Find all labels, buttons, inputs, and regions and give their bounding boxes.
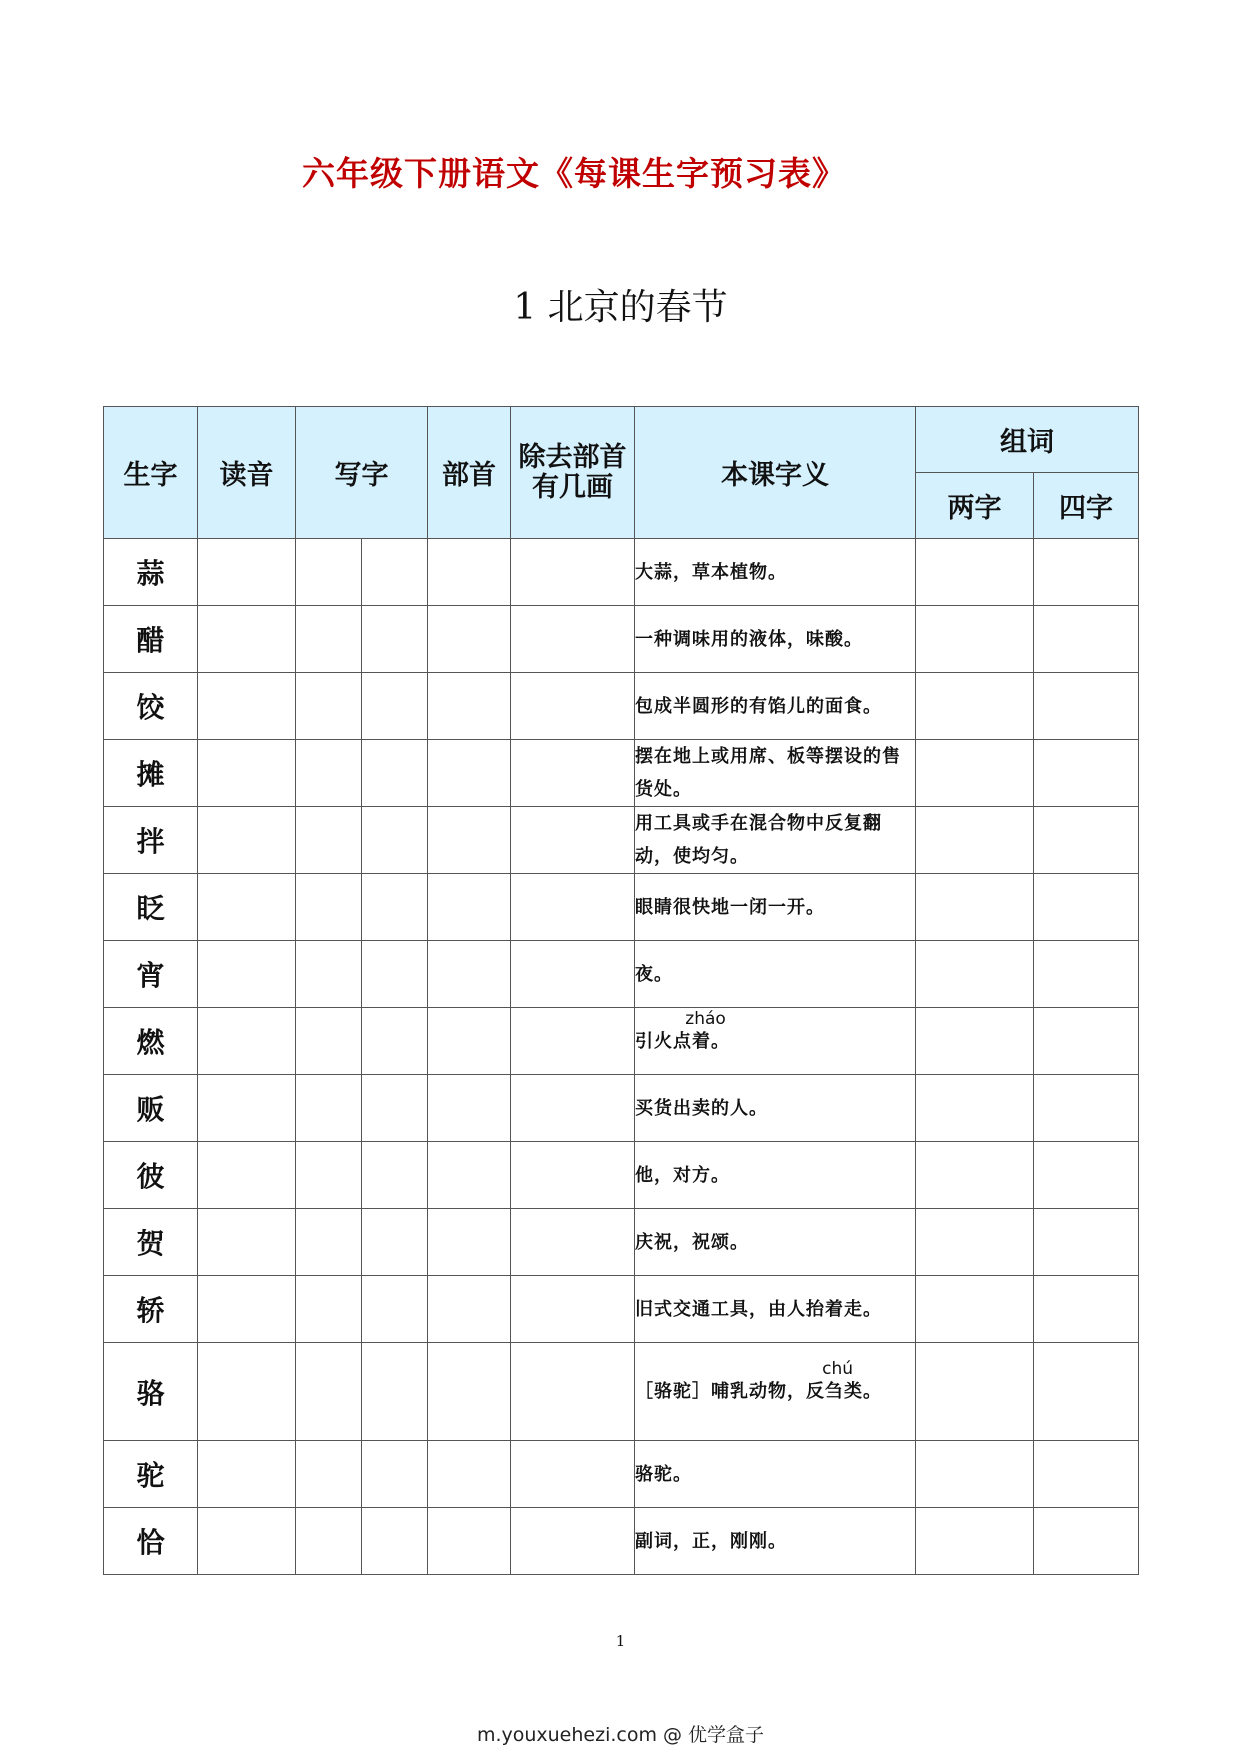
site-footer: m.youxuehezi.com @ 优学盒子 (476, 1724, 765, 1746)
table-body (104, 539, 1139, 1575)
strokes-cell[interactable] (511, 673, 635, 740)
reading-cell[interactable] (198, 874, 296, 941)
radical-cell[interactable] (428, 1075, 511, 1142)
strokes-cell[interactable] (511, 1508, 635, 1575)
document-title: 六年级下册语文《每课生字预习表》 (302, 154, 846, 193)
four-char-cell[interactable] (1034, 1142, 1139, 1209)
row-meaning: 骆驼。 (635, 1441, 916, 1508)
strokes-cell[interactable] (511, 874, 635, 941)
writing-cell-a[interactable] (296, 1075, 362, 1142)
table-row (104, 1209, 1139, 1276)
header-radical: 部首 (428, 407, 511, 539)
strokes-cell[interactable] (511, 1142, 635, 1209)
reading-cell[interactable] (198, 1209, 296, 1276)
radical-cell[interactable] (428, 740, 511, 807)
table-row (104, 1276, 1139, 1343)
writing-cell-a[interactable] (296, 1008, 362, 1075)
row-meaning: 庆祝，祝颂。 (635, 1209, 916, 1276)
two-char-cell[interactable] (916, 606, 1034, 673)
header-reading: 读音 (198, 407, 296, 539)
writing-cell-b[interactable] (362, 807, 428, 874)
four-char-cell[interactable] (1034, 606, 1139, 673)
reading-cell[interactable] (198, 539, 296, 606)
table-row (104, 606, 1139, 673)
writing-cell-a[interactable] (296, 874, 362, 941)
header-meaning: 本课字义 (635, 407, 916, 539)
strokes-cell[interactable] (511, 539, 635, 606)
four-char-cell[interactable] (1034, 1008, 1139, 1075)
strokes-cell[interactable] (511, 606, 635, 673)
two-char-cell[interactable] (916, 740, 1034, 807)
reading-cell[interactable] (198, 1142, 296, 1209)
strokes-cell[interactable] (511, 1075, 635, 1142)
row-meaning: 眼睛很快地一闭一开。 (635, 874, 916, 941)
four-char-cell[interactable] (1034, 1508, 1139, 1575)
writing-cell-a[interactable] (296, 673, 362, 740)
row-meaning: 包成半圆形的有馅儿的面食。 (635, 673, 916, 740)
row-char: 眨 (104, 874, 198, 941)
row-meaning: 摆在地上或用席、板等摆设的售货处。 (635, 740, 916, 807)
reading-cell[interactable] (198, 1008, 296, 1075)
four-char-cell[interactable] (1034, 874, 1139, 941)
row-char: 蒜 (104, 539, 198, 606)
row-char: 宵 (104, 941, 198, 1008)
header-strokes: 除去部首有几画 (511, 407, 635, 539)
writing-cell-a[interactable] (296, 539, 362, 606)
row-meaning: 一种调味用的液体，味酸。 (635, 606, 916, 673)
row-char: 骆 (104, 1343, 198, 1441)
table-row (104, 1343, 1139, 1441)
writing-cell-a[interactable] (296, 941, 362, 1008)
writing-cell-b[interactable] (362, 1276, 428, 1343)
four-char-cell[interactable] (1034, 1441, 1139, 1508)
header-word-group: 组词 (916, 407, 1139, 473)
table-row (104, 1441, 1139, 1508)
writing-cell-b[interactable] (362, 941, 428, 1008)
radical-cell[interactable] (428, 1508, 511, 1575)
strokes-cell[interactable] (511, 1008, 635, 1075)
table-row (104, 807, 1139, 874)
annotated-char (822, 1359, 854, 1408)
two-char-cell[interactable] (916, 1008, 1034, 1075)
row-meaning: 用工具或手在混合物中反复翻动，使均匀。 (635, 807, 916, 874)
reading-cell[interactable] (198, 673, 296, 740)
writing-cell-a[interactable] (296, 606, 362, 673)
strokes-cell[interactable] (511, 1276, 635, 1343)
lesson-title: 1 北京的春节 (513, 287, 728, 328)
row-meaning: 旧式交通工具，由人抬着走。 (635, 1276, 916, 1343)
radical-cell[interactable] (428, 1209, 511, 1276)
reading-cell[interactable] (198, 807, 296, 874)
two-char-cell[interactable] (916, 1209, 1034, 1276)
strokes-cell[interactable] (511, 1343, 635, 1441)
row-char: 贩 (104, 1075, 198, 1142)
meaning-text: 类。 (844, 1381, 882, 1402)
meaning-text: 。 (711, 1030, 730, 1052)
two-char-cell[interactable] (916, 1343, 1034, 1441)
radical-cell[interactable] (428, 673, 511, 740)
four-char-cell[interactable] (1034, 740, 1139, 807)
four-char-cell[interactable] (1034, 807, 1139, 874)
radical-cell[interactable] (428, 1142, 511, 1209)
radical-cell[interactable] (428, 606, 511, 673)
table-row (104, 1142, 1139, 1209)
row-char: 燃 (104, 1008, 198, 1075)
two-char-cell[interactable] (916, 941, 1034, 1008)
writing-cell-a[interactable] (296, 1508, 362, 1575)
row-char: 醋 (104, 606, 198, 673)
table-row (104, 539, 1139, 606)
annotated-char-text: 刍 (825, 1381, 844, 1402)
radical-cell[interactable] (428, 807, 511, 874)
row-char: 拌 (104, 807, 198, 874)
strokes-cell[interactable] (511, 1441, 635, 1508)
vocabulary-table (103, 406, 1139, 1575)
table-row (104, 740, 1139, 807)
writing-cell-a[interactable] (296, 1209, 362, 1276)
row-char: 贺 (104, 1209, 198, 1276)
row-char: 驼 (104, 1441, 198, 1508)
four-char-cell[interactable] (1034, 673, 1139, 740)
meaning-text: 引火点 (635, 1030, 692, 1052)
header-four-char: 四字 (1034, 473, 1139, 539)
annotated-char (685, 1008, 726, 1058)
two-char-cell[interactable] (916, 1142, 1034, 1209)
row-char: 轿 (104, 1276, 198, 1343)
two-char-cell[interactable] (916, 673, 1034, 740)
table-row (104, 673, 1139, 740)
reading-cell[interactable] (198, 1075, 296, 1142)
header-two-char: 两字 (916, 473, 1034, 539)
two-char-cell[interactable] (916, 1508, 1034, 1575)
pinyin-annotation: chú (822, 1359, 854, 1379)
writing-cell-b[interactable] (362, 1441, 428, 1508)
two-char-cell[interactable] (916, 1276, 1034, 1343)
reading-cell[interactable] (198, 1276, 296, 1343)
reading-cell[interactable] (198, 1508, 296, 1575)
row-char: 摊 (104, 740, 198, 807)
four-char-cell[interactable] (1034, 1276, 1139, 1343)
four-char-cell[interactable] (1034, 1209, 1139, 1276)
row-meaning (635, 1008, 916, 1075)
two-char-cell[interactable] (916, 874, 1034, 941)
writing-cell-b[interactable] (362, 740, 428, 807)
row-char: 恰 (104, 1508, 198, 1575)
strokes-cell[interactable] (511, 740, 635, 807)
strokes-cell[interactable] (511, 807, 635, 874)
row-meaning: 他，对方。 (635, 1142, 916, 1209)
writing-cell-b[interactable] (362, 1209, 428, 1276)
page-number: 1 (615, 1632, 626, 1650)
writing-cell-b[interactable] (362, 673, 428, 740)
row-meaning (635, 1343, 916, 1441)
annotated-char-text: 着 (692, 1030, 711, 1052)
table-row (104, 1508, 1139, 1575)
two-char-cell[interactable] (916, 1075, 1034, 1142)
two-char-cell[interactable] (916, 807, 1034, 874)
row-meaning: 买货出卖的人。 (635, 1075, 916, 1142)
two-char-cell[interactable] (916, 539, 1034, 606)
four-char-cell[interactable] (1034, 1075, 1139, 1142)
radical-cell[interactable] (428, 941, 511, 1008)
four-char-cell[interactable] (1034, 941, 1139, 1008)
table-row (104, 941, 1139, 1008)
writing-cell-a[interactable] (296, 740, 362, 807)
strokes-cell[interactable] (511, 941, 635, 1008)
writing-cell-b[interactable] (362, 1008, 428, 1075)
radical-cell[interactable] (428, 1276, 511, 1343)
writing-cell-b[interactable] (362, 539, 428, 606)
radical-cell[interactable] (428, 1008, 511, 1075)
row-meaning: 大蒜，草本植物。 (635, 539, 916, 606)
four-char-cell[interactable] (1034, 1343, 1139, 1441)
header-writing: 写字 (296, 407, 428, 539)
radical-cell[interactable] (428, 1343, 511, 1441)
radical-cell[interactable] (428, 539, 511, 606)
radical-cell[interactable] (428, 874, 511, 941)
writing-cell-a[interactable] (296, 1142, 362, 1209)
reading-cell[interactable] (198, 941, 296, 1008)
row-meaning: 夜。 (635, 941, 916, 1008)
row-char: 彼 (104, 1142, 198, 1209)
reading-cell[interactable] (198, 606, 296, 673)
writing-cell-b[interactable] (362, 1343, 428, 1441)
writing-cell-a[interactable] (296, 1343, 362, 1441)
header-char: 生字 (104, 407, 198, 539)
writing-cell-b[interactable] (362, 606, 428, 673)
writing-cell-a[interactable] (296, 1276, 362, 1343)
writing-cell-a[interactable] (296, 807, 362, 874)
table-row (104, 1008, 1139, 1075)
table-row (104, 874, 1139, 941)
reading-cell[interactable] (198, 740, 296, 807)
pinyin-annotation: zháo (685, 1008, 726, 1029)
writing-cell-b[interactable] (362, 1075, 428, 1142)
meaning-text: ［骆驼］哺乳动物，反 (635, 1381, 825, 1402)
two-char-cell[interactable] (916, 1441, 1034, 1508)
writing-cell-b[interactable] (362, 1142, 428, 1209)
writing-cell-a[interactable] (296, 1441, 362, 1508)
writing-cell-b[interactable] (362, 874, 428, 941)
reading-cell[interactable] (198, 1441, 296, 1508)
table-row (104, 1075, 1139, 1142)
reading-cell[interactable] (198, 1343, 296, 1441)
row-char: 饺 (104, 673, 198, 740)
strokes-cell[interactable] (511, 1209, 635, 1276)
writing-cell-b[interactable] (362, 1508, 428, 1575)
radical-cell[interactable] (428, 1441, 511, 1508)
row-meaning: 副词，正，刚刚。 (635, 1508, 916, 1575)
four-char-cell[interactable] (1034, 539, 1139, 606)
